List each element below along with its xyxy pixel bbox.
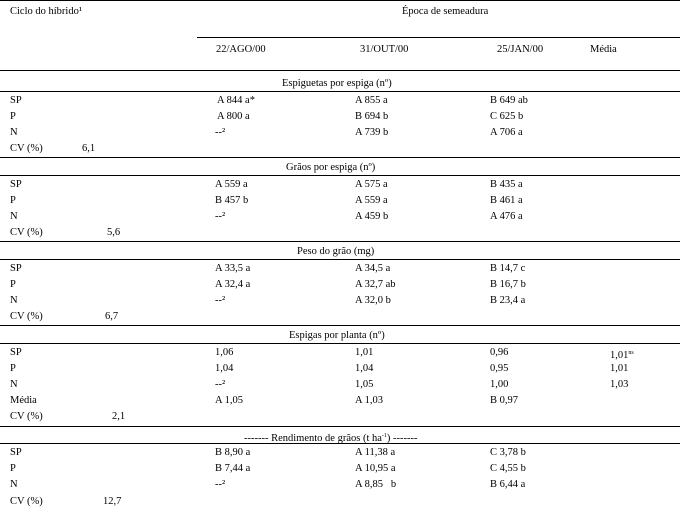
header-date-1: 22/AGO/00 (216, 44, 266, 55)
section-rule (0, 259, 680, 260)
section-title: Peso do grão (mg) (297, 246, 375, 257)
section-title: ------- Rendimento de grãos (t $ha^{-1}$) ------- (244, 433, 418, 444)
top-rule (0, 0, 680, 1)
section-rule (0, 325, 680, 326)
section-rule (0, 343, 680, 344)
cv-value: 2,1 (112, 411, 126, 422)
header-date-3: 25/JAN/00 (497, 44, 544, 55)
section-rule (0, 241, 680, 242)
section-title: Grãos por espiga (nº) (286, 162, 376, 173)
cv-label: CV (%) (10, 143, 43, 154)
cv-value: 6,7 (105, 311, 119, 322)
header-bottom-rule (0, 70, 680, 71)
epoch-underline (197, 37, 680, 38)
header-date-2: 31/OUT/00 (360, 44, 409, 55)
section-title: Espigas por planta (nº) (289, 330, 385, 341)
header-hybrid-cycle: Ciclo do híbrido¹ (10, 6, 82, 17)
cv-value: 6,1 (82, 143, 96, 154)
header-sowing-epoch: Época de semeadura (402, 6, 489, 17)
section-rule (0, 426, 680, 427)
section-rule (0, 91, 680, 92)
section-title: Espiguetas por espiga (nº) (282, 78, 392, 89)
cv-value: 12,7 (103, 496, 122, 507)
section-rule (0, 157, 680, 158)
cv-label: CV (%) (10, 311, 43, 322)
cv-value: 5,6 (107, 227, 121, 238)
cv-label: CV (%) (10, 411, 43, 422)
cv-label: CV (%) (10, 227, 43, 238)
section-rule (0, 443, 680, 444)
header-mean: Média (590, 44, 617, 55)
section-rule (0, 175, 680, 176)
cv-label: CV (%) (10, 496, 43, 507)
